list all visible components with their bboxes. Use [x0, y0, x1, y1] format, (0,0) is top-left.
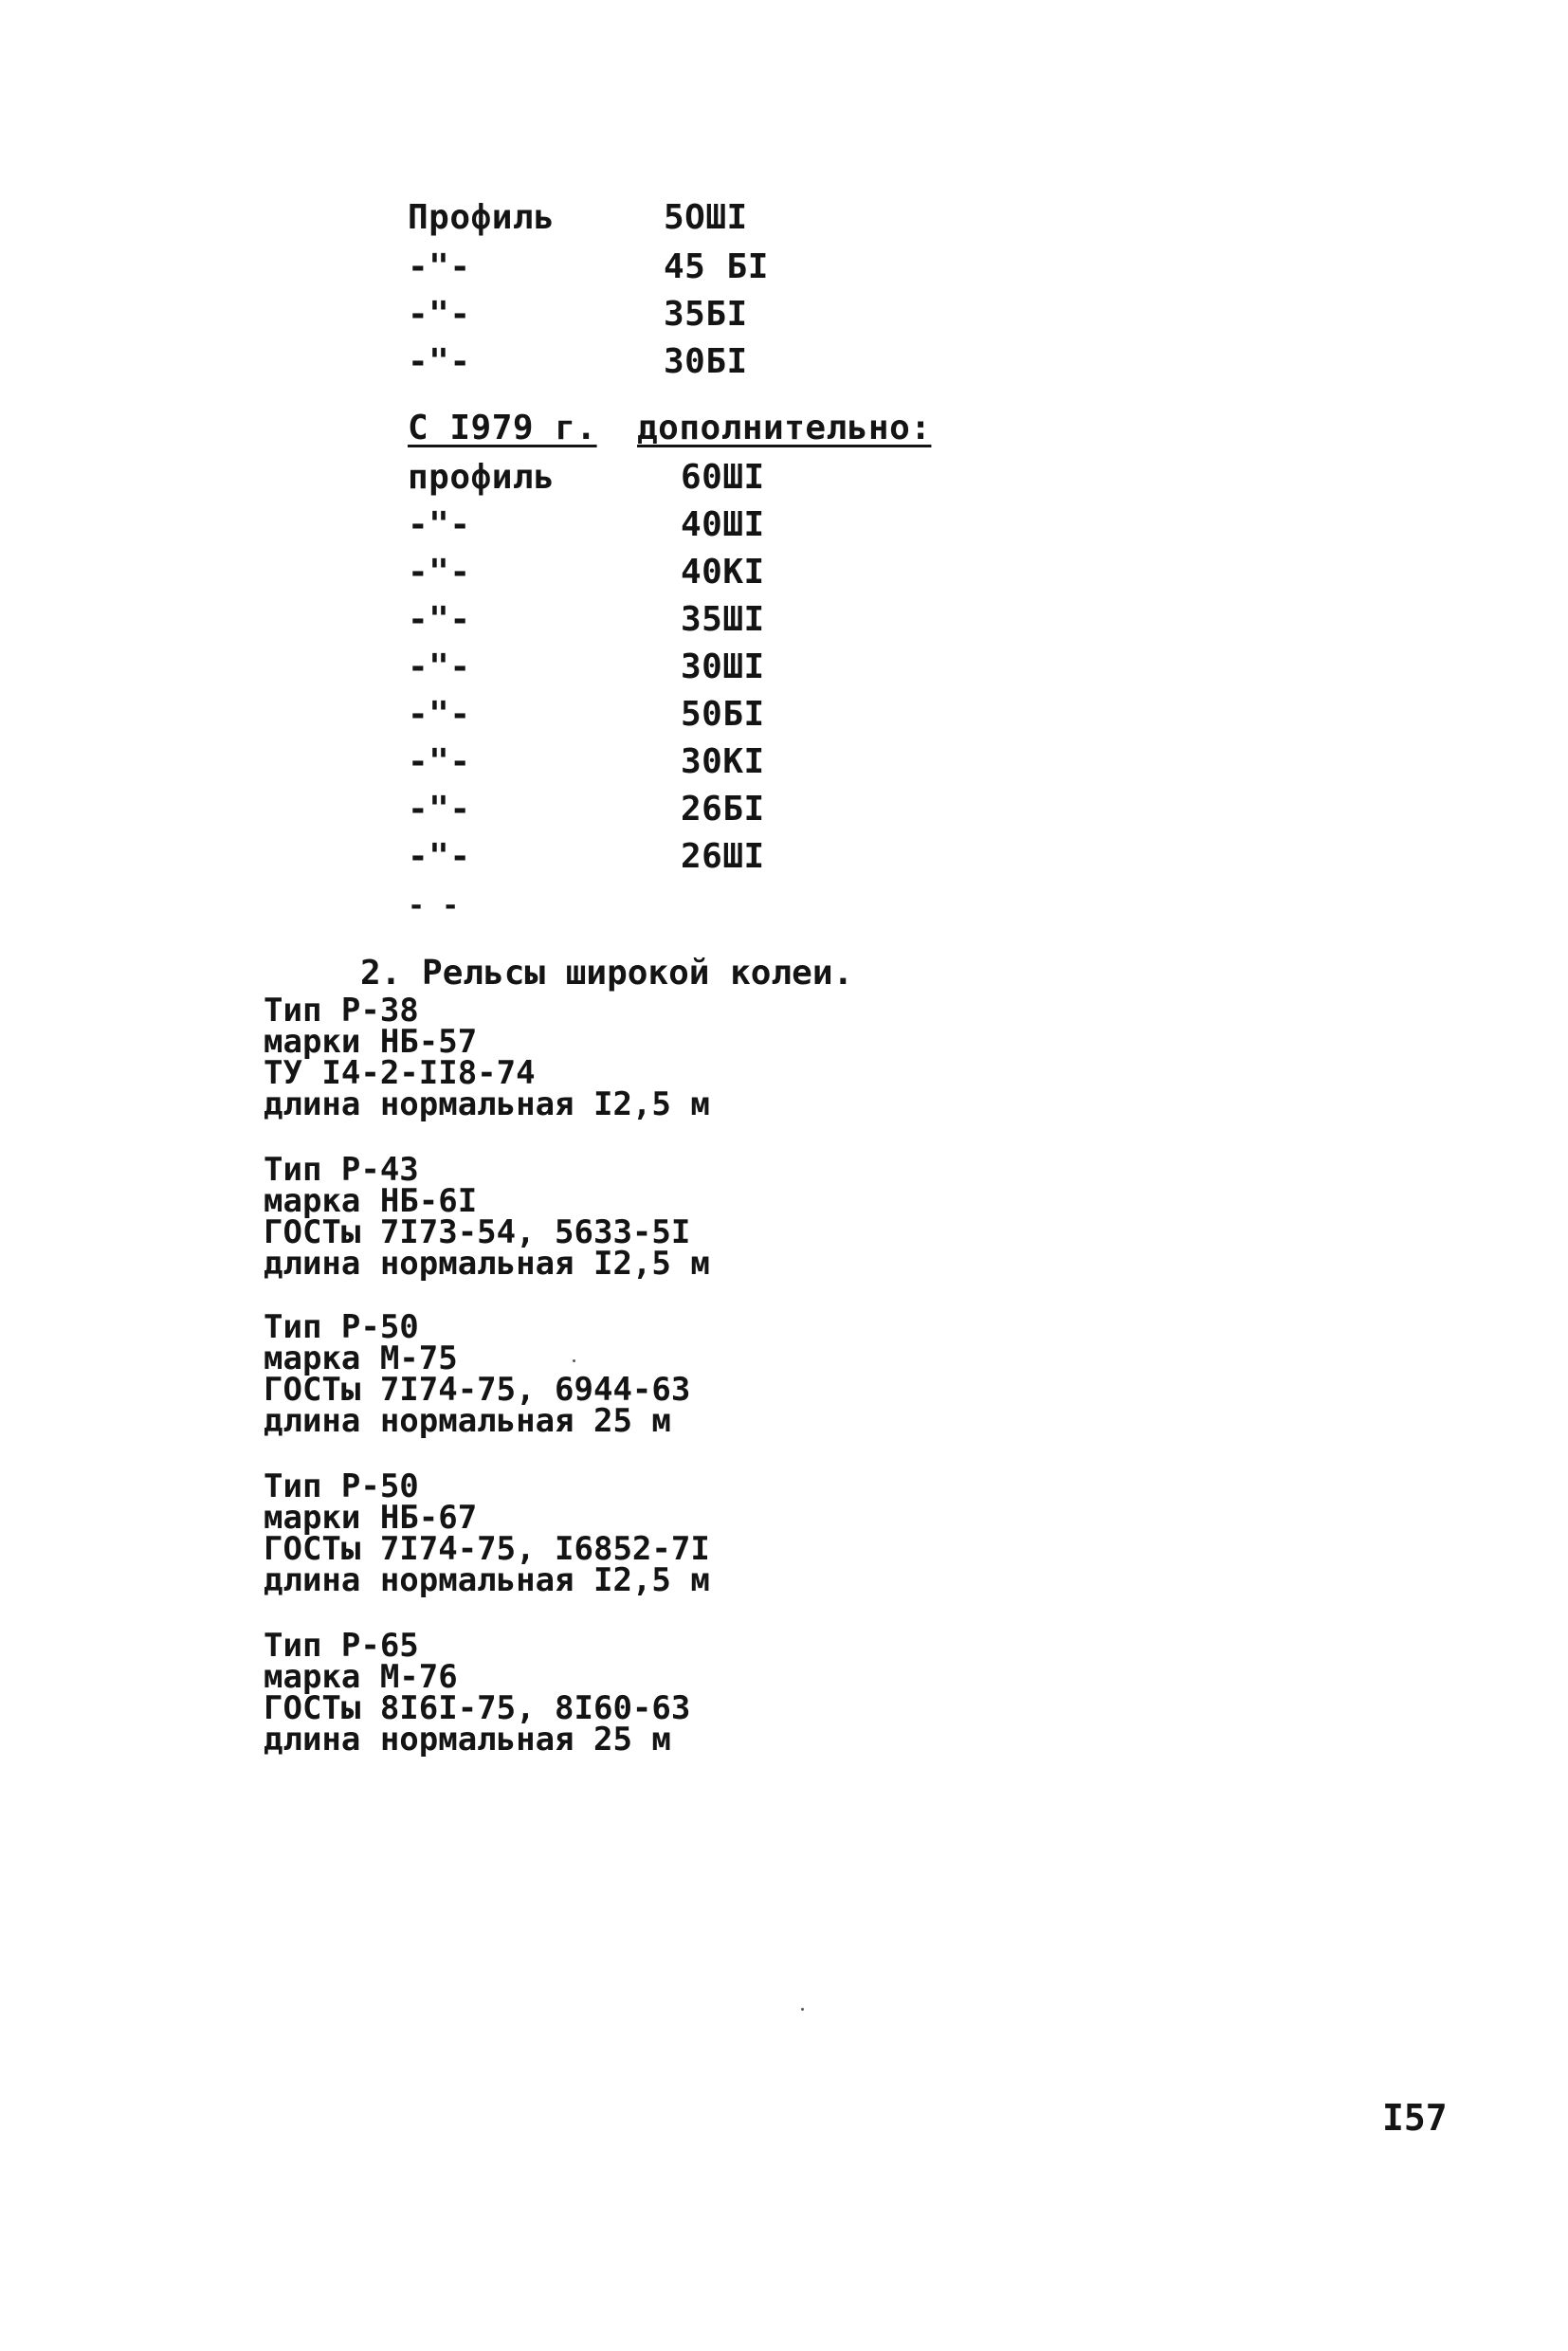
rail-length: длина нормальная I2,5 м: [264, 1245, 710, 1283]
scan-speck: [573, 1359, 575, 1362]
profile-value-4: 30БI: [664, 342, 748, 381]
rail-standard: ГОСТы 7I74-75, 6944-63: [264, 1371, 691, 1409]
rail-type: Тип Р-50: [264, 1467, 419, 1505]
rail-mark: марки НБ-57: [264, 1023, 478, 1061]
additional-value-7: 30КI: [681, 742, 765, 781]
additional-label-9: -"-: [408, 837, 471, 876]
rail-block-2: [264, 1151, 710, 1283]
rail-block-4: [264, 1467, 710, 1599]
rail-standard: ТУ I4-2-II8-74: [264, 1054, 536, 1092]
rail-standard: ГОСТы 7I73-54, 5633-5I: [264, 1213, 691, 1251]
rail-length: длина нормальная 25 м: [264, 1721, 671, 1759]
rail-standard: ГОСТы 8I6I-75, 8I60-63: [264, 1689, 691, 1727]
profile-value-2: 45 БI: [664, 247, 769, 286]
trailing-dashes: - -: [408, 889, 460, 922]
rail-block-3: [264, 1308, 691, 1440]
rail-block-5: [264, 1627, 691, 1759]
rail-length: длина нормальная 25 м: [264, 1402, 671, 1440]
additional-value-9: 26ШI: [681, 837, 765, 876]
rail-mark: марки НБ-67: [264, 1499, 478, 1537]
additional-value-1: 60ШI: [681, 458, 765, 497]
profile-value-1: 5ОШI: [664, 198, 748, 237]
additional-label-5: -"-: [408, 647, 471, 686]
profile-label-2: -"-: [408, 247, 471, 286]
page-number: I57: [1382, 2097, 1448, 2139]
additional-label-1: профиль: [408, 458, 556, 497]
additional-value-4: 35ШI: [681, 600, 765, 639]
scan-speck: [801, 2008, 804, 2011]
profile-label-4: -"-: [408, 342, 471, 381]
rail-block-1: [264, 992, 710, 1123]
additional-label-4: -"-: [408, 600, 471, 639]
additional-value-8: 26БI: [681, 790, 765, 829]
rail-length: длина нормальная I2,5 м: [264, 1085, 710, 1123]
additional-label-2: -"-: [408, 505, 471, 544]
rail-type: Тип Р-38: [264, 992, 419, 1030]
rail-mark: марка М-75: [264, 1340, 458, 1377]
rail-standard: ГОСТы 7I74-75, I6852-7I: [264, 1530, 710, 1568]
profile-value-3: 35БI: [664, 295, 748, 334]
rail-type: Тип Р-50: [264, 1308, 419, 1346]
additional-value-3: 40КI: [681, 553, 765, 592]
profile-label-3: -"-: [408, 295, 471, 334]
section-heading: 2. Рельсы широкой колеи.: [360, 954, 854, 993]
rail-type: Тип Р-43: [264, 1151, 419, 1189]
additional-label-8: -"-: [408, 790, 471, 829]
rail-mark: марка НБ-6I: [264, 1182, 478, 1220]
rail-mark: марка М-76: [264, 1658, 458, 1696]
year-label: С I979 г.: [408, 409, 597, 447]
profile-label-1: Профиль: [408, 198, 556, 237]
additional-value-5: 30ШI: [681, 647, 765, 686]
additional-value-2: 40ШI: [681, 505, 765, 544]
additional-label-7: -"-: [408, 742, 471, 781]
rail-type: Тип Р-65: [264, 1627, 419, 1665]
additional-label-6: -"-: [408, 695, 471, 734]
additional-value-6: 50БI: [681, 695, 765, 734]
rail-length: длина нормальная I2,5 м: [264, 1561, 710, 1599]
additional-label-3: -"-: [408, 553, 471, 592]
additional-label: дополнительно:: [637, 409, 932, 447]
